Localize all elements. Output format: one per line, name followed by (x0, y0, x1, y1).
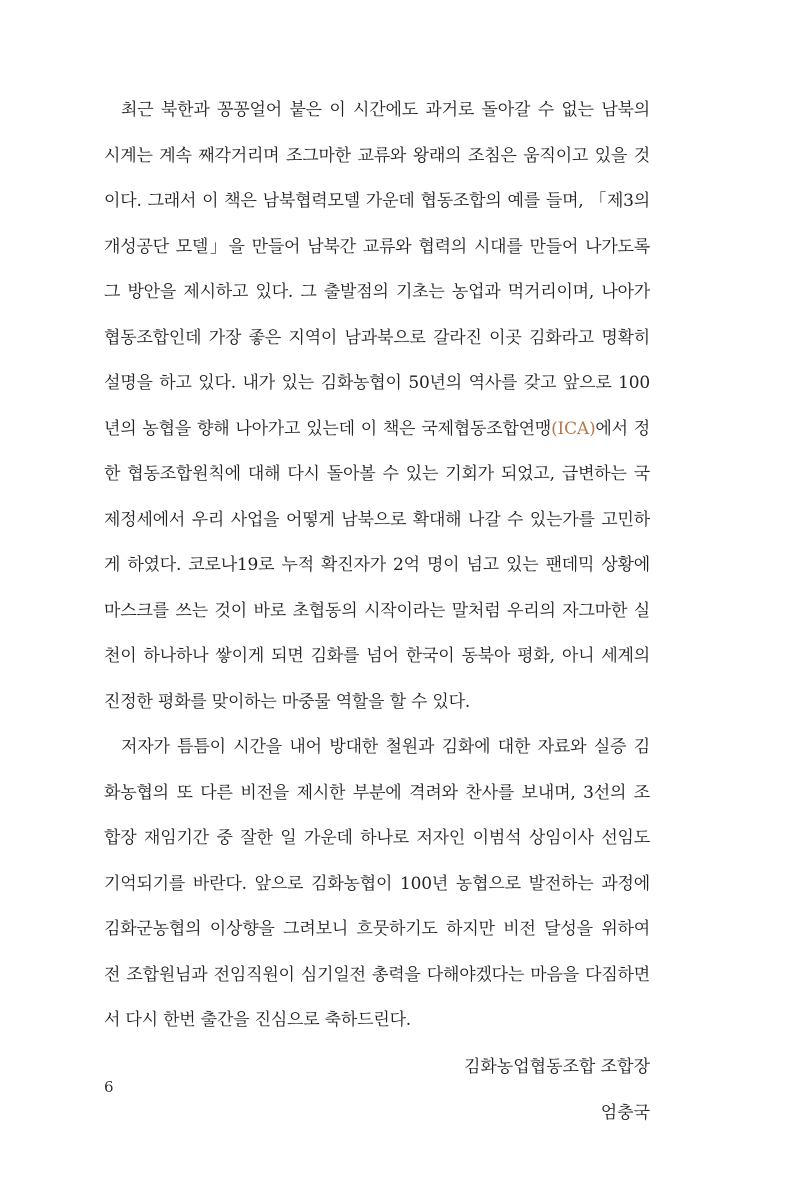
text-line: 개성공단 모델」을 만들어 남북간 교류와 협력의 시대를 만들어 나가도록 (104, 236, 650, 257)
text-line: 마스크를 쓰는 것이 바로 초협동의 시작이라는 말처럼 우리의 자그마한 실 (104, 600, 650, 621)
text-line: 그 방안을 제시하고 있다. 그 출발점의 기초는 농업과 먹거리이며, 나아가 (104, 282, 650, 302)
text-line-with-highlight (104, 407, 650, 453)
paragraph-2 (104, 725, 650, 1044)
text-line: 천이 하나하나 쌓이게 되면 김화를 넘어 한국이 동북아 평화, 아니 세계의 (104, 646, 650, 666)
page-number: 6 (104, 1078, 114, 1096)
text-line: 합장 재임기간 중 잘한 일 가운데 하나로 저자인 이범석 상임이사 선임도 (104, 828, 650, 848)
text-line: 기억되기를 바란다. 앞으로 김화농협이 100년 농협으로 발전하는 과정에 (104, 873, 650, 894)
text-segment: 에서 정 (595, 418, 650, 439)
highlighted-term: (ICA) (551, 418, 596, 439)
text-segment: 년의 농협을 향해 나아가고 있는데 이 책은 국제협동조합연맹 (104, 418, 552, 439)
text-line: 저자가 틈틈이 시간을 내어 방대한 철원과 김화에 대한 자료와 실증 김 (121, 737, 650, 757)
text-line: 게 하였다. 코로나19로 누적 확진자가 2억 명이 넘고 있는 팬데믹 상황에 (104, 555, 650, 575)
text-line: 협동조합인데 가장 좋은 지역이 남과북으로 갈라진 이곳 김화라고 명확히 (104, 327, 650, 348)
text-line: 화농협의 또 다른 비전을 제시한 부분에 격려와 찬사를 보내며, 3선의 조 (104, 782, 650, 803)
text-line: 한 협동조합원칙에 대해 다시 돌아볼 수 있는 기회가 되었고, 급변하는 국 (104, 464, 650, 484)
text-line: 설명을 하고 있다. 내가 있는 김화농협이 50년의 역사를 갖고 앞으로 100 (104, 373, 650, 393)
text-line: 진정한 평화를 맞이하는 마중물 역할을 할 수 있다. (104, 691, 471, 712)
signature-name: 엄충국 (600, 1102, 650, 1123)
text-line: 전 조합원님과 전임직원이 심기일전 총력을 다해야겠다는 마음을 다짐하면 (104, 964, 650, 985)
signature-organization: 김화농업협동조합 조합장 (463, 1056, 650, 1077)
text-line: 서 다시 한번 출간을 진심으로 축하드린다. (104, 1010, 411, 1030)
text-line: 제정세에서 우리 사업을 어떻게 남북으로 확대해 나갈 수 있는가를 고민하 (104, 509, 650, 530)
text-line: 이다. 그래서 이 책은 남북협력모델 가운데 협동조합의 예를 들며, 「제3의 (104, 191, 650, 211)
text-line: 김화군농협의 이상향을 그려보니 흐뭇하기도 하지만 비전 달성을 위하여 (104, 919, 650, 939)
text-line: 시계는 계속 째각거리며 조그마한 교류와 왕래의 조침은 움직이고 있을 것 (104, 145, 650, 166)
paragraph-1 (104, 88, 650, 725)
text-line: 최근 북한과 꽁꽁얼어 붙은 이 시간에도 과거로 돌아갈 수 없는 남북의 (121, 100, 650, 120)
signature-block (104, 1044, 650, 1136)
page-body (104, 88, 650, 1136)
